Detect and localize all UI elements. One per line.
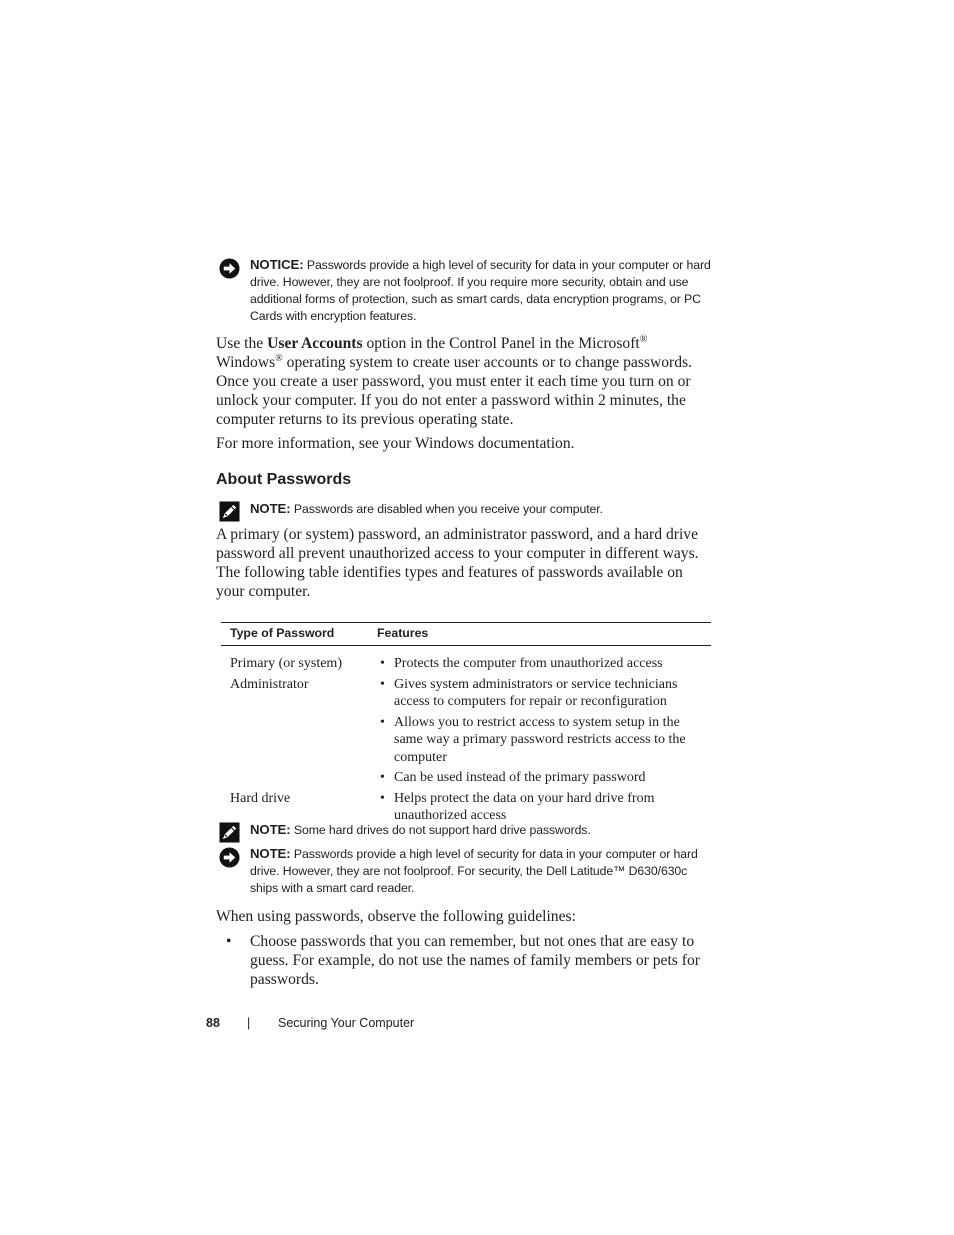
more-info-paragraph: For more information, see your Windows documentation.: [216, 435, 575, 452]
note-callout-1: [216, 499, 716, 518]
registered-mark: ®: [639, 334, 648, 345]
note-label: NOTE:: [250, 822, 291, 837]
note-pencil-icon: [219, 501, 240, 522]
note-body: Passwords are disabled when you receive your computer.: [293, 502, 603, 516]
feature-text: Helps protect the data on your hard drive from unauthorized access: [394, 790, 655, 823]
note-text: [250, 499, 716, 518]
feature-item: • Can be used instead of the primary password: [380, 770, 646, 785]
notice-text: [250, 256, 716, 325]
table-row: [221, 676, 711, 787]
notice-body: Passwords provide a high level of security for data in your computer or hard drive. However, they are not foolproof. If you require more security, obtain and use additional forms of protection, such as smart cards, data encryption programs, or PC Cards with encryption features.: [250, 258, 711, 323]
row-type: Primary (or system): [230, 656, 342, 671]
footer-section-title: Securing Your Computer: [278, 1016, 415, 1030]
registered-mark: ®: [275, 353, 283, 364]
feature-item: • Gives system administrators or service technicians access to computers for repair or reconfiguration: [380, 676, 678, 709]
feature-item: • Helps protect the data on your hard drive from unauthorized access: [380, 790, 655, 823]
password-table: [221, 622, 711, 828]
notice-arrow-icon: [219, 258, 240, 279]
notice-label: NOTICE:: [250, 257, 304, 272]
section-heading: About Passwords: [216, 471, 352, 488]
header-features: Features: [377, 626, 429, 640]
note-callout-2: [216, 820, 716, 839]
text-run: option in the Control Panel in the Microsoft: [362, 335, 640, 352]
row-type: Administrator: [230, 676, 309, 692]
feature-text: Protects the computer from unauthorized access: [394, 656, 663, 671]
page-number: 88: [206, 1016, 220, 1030]
footer-separator: |: [247, 1016, 251, 1030]
feature-text: Gives system administrators or service technicians access to computers for repair or reconfiguration: [394, 676, 678, 709]
note-label: NOTE:: [250, 501, 291, 516]
header-type: Type of Password: [230, 626, 335, 640]
user-accounts-paragraph: [216, 334, 712, 429]
user-accounts-term: User Accounts: [267, 335, 363, 352]
note-text: [250, 845, 716, 897]
password-types-paragraph: A primary (or system) password, an administrator password, and a hard drive password all prevent unauthorized access to your computer in different ways. The following table identifies types and features of passwords available on your computer.: [216, 526, 699, 600]
feature-text: Allows you to restrict access to system setup in the same way a primary password restricts access to the computer: [394, 714, 686, 765]
feature-text: Can be used instead of the primary password: [394, 770, 646, 785]
guidelines-paragraph: When using passwords, observe the following guidelines:: [216, 908, 576, 925]
feature-item: • Allows you to restrict access to system setup in the same way a primary password restricts access to the computer: [380, 714, 686, 765]
note-body: Passwords provide a high level of security for data in your computer or hard drive. However, they are not foolproof. For security, the Dell Latitude™ D630/630c ships with a smart card reader.: [250, 847, 698, 895]
notice-callout: [216, 256, 716, 325]
note-body: Some hard drives do not support hard drive passwords.: [293, 823, 591, 837]
notice-arrow-icon: [219, 847, 240, 868]
row-type: Hard drive: [230, 790, 291, 806]
feature-item: • Protects the computer from unauthorized access: [380, 656, 663, 671]
list-item: • Choose passwords that you can remember, but not ones that are easy to guess. For example, do not use the names of family members or pets for passwords.: [216, 932, 712, 989]
table-row: [221, 655, 711, 673]
text-run: Use the: [216, 335, 268, 352]
text-run: operating system to create user accounts or to change passwords. Once you create a user password, you must enter it each time you turn on or unlock your computer. If you do not enter a password within 2 minutes, the computer returns to its previous operating state.: [216, 354, 692, 428]
list-item-text: Choose passwords that you can remember, but not ones that are easy to guess. For example, do not use the names of family members or pets for passwords.: [250, 933, 700, 988]
text-run: Windows: [216, 354, 276, 371]
note-text: [250, 820, 716, 839]
note-callout-3: [216, 845, 716, 897]
note-pencil-icon: [219, 822, 240, 843]
table-header: [221, 622, 711, 646]
note-label: NOTE:: [250, 846, 291, 861]
